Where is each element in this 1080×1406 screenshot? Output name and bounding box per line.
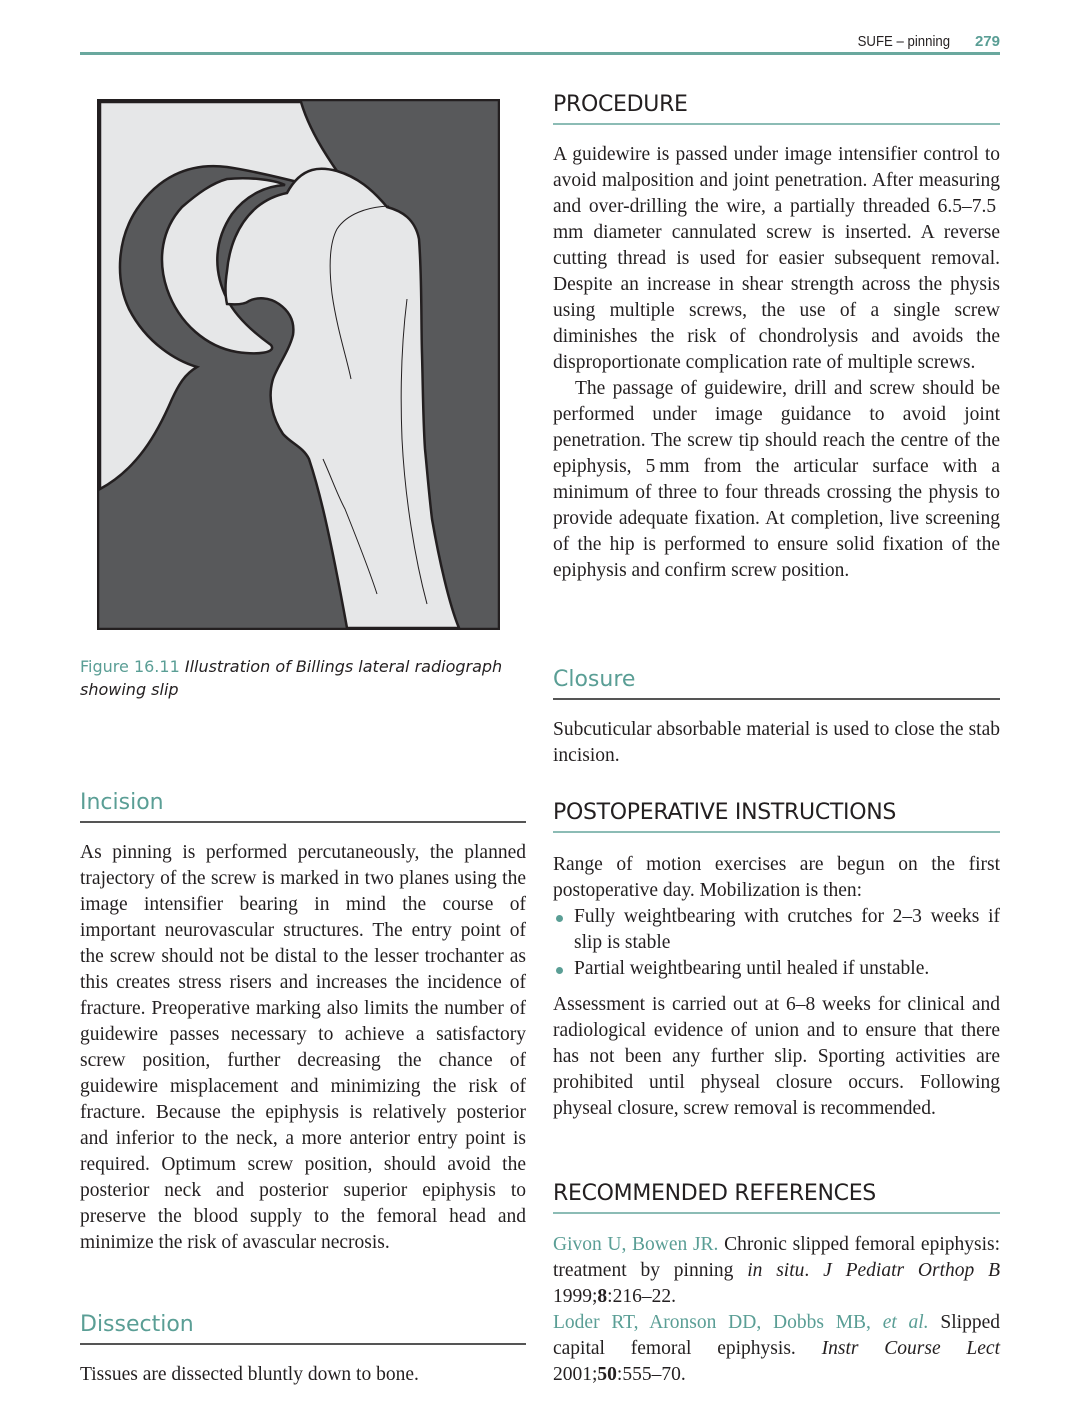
postoperative-assessment: Assessment is carried out at 6–8 weeks for clinical and radiological evidence of union and to ensure that there has not been any further slip. Sporting activities are prohibited until physeal closure occurs. Following physeal closure, screw removal is recommended.: [553, 994, 1000, 1119]
list-item: Partial weightbearing until healed if unstable.: [553, 956, 1000, 982]
reference-journal: J Pediatr Orthop B: [823, 1260, 1001, 1281]
postoperative-body: [553, 852, 1000, 1122]
figure-caption-text: Illustration of Billings lateral radiograph showing slip: [80, 657, 503, 699]
references-list: [553, 1232, 1000, 1388]
figure-illustration: [97, 99, 500, 630]
heading-closure: Closure: [553, 667, 1000, 700]
mobilization-list: [553, 904, 1000, 982]
heading-postoperative-instructions: POSTOPERATIVE INSTRUCTIONS: [553, 800, 1000, 833]
list-item: Fully weightbearing with crutches for 2–3 weeks if slip is stable: [553, 904, 1000, 956]
heading-dissection: Dissection: [80, 1312, 526, 1345]
closure-paragraph: Subcuticular absorbable material is used to close the stab incision.: [553, 719, 1000, 766]
procedure-paragraph-1: A guidewire is passed under image intensifier control to avoid malposition and joint penetration. After measuring and over-drilling the wire, a partially threaded 6.5–7.5 mm diameter cannulated screw is inserted. A reverse cutting thread is used for easier subsequent removal. Despite an increase in shear strength across the physis using multiple screws, the use of a single screw diminishes the risk of chondrolysis and avoids the disproportionate complication rate of multiple screws.: [553, 144, 1000, 373]
heading-recommended-references: RECOMMENDED REFERENCES: [553, 1181, 1000, 1214]
running-head: [80, 30, 1000, 55]
reference-authors: Givon U, Bowen JR.: [553, 1234, 719, 1255]
figure-caption: [80, 655, 530, 701]
reference-item: Loder RT, Aronson DD, Dobbs MB, et al. Slipped capital femoral epiphysis. Instr Course Lect 2001;50:555–70.: [553, 1312, 1000, 1385]
incision-paragraph: As pinning is performed percutaneously, the planned trajectory of the screw is marked in two planes using the image intensifier bearing in mind the course of important neurovascular structures. The entry point of the screw should not be distal to the lesser trochanter as this creates stress risers and increases the incidence of fracture. Preoperative marking also limits the number of guidewire passes necessary to achieve a satisfactory screw position, further decreasing the chance of guidewire misplacement and minimizing the risk of fracture. Because the epiphysis is relatively posterior and inferior to the neck, a more anterior entry point is required. Optimum screw position, should avoid the posterior neck and posterior superior epiphysis to preserve the blood supply to the femoral head and minimize the risk of avascular necrosis.: [80, 842, 526, 1253]
dissection-body: [80, 1362, 526, 1388]
incision-body: [80, 840, 526, 1256]
procedure-body: [553, 142, 1000, 584]
heading-procedure: PROCEDURE: [553, 92, 1000, 125]
procedure-paragraph-2: The passage of guidewire, drill and screw should be performed under image guidance to avoid joint penetration. The screw tip should reach the centre of the epiphysis, 5 mm from the articular surface with a minimum of three to four threads crossing the physis to provide adequate fixation. At completion, live screening of the hip is performed to ensure solid fixation of the epiphysis and confirm screw position.: [553, 378, 1000, 581]
bullet-icon: [556, 967, 563, 974]
page-number: 279: [974, 33, 1000, 50]
closure-body: [553, 717, 1000, 769]
bullet-icon: [556, 915, 563, 922]
postoperative-intro: Range of motion exercises are begun on the first postoperative day. Mobilization is then:: [553, 854, 1000, 901]
heading-incision: Incision: [80, 790, 526, 823]
reference-authors: Loder RT, Aronson DD, Dobbs MB,: [553, 1312, 883, 1333]
reference-item: Givon U, Bowen JR. Chronic slipped femoral epiphysis: treatment by pinning in situ. J Pediatr Orthop B 1999;8:216–22.: [553, 1234, 1001, 1307]
running-head-title: SUFE – pinning: [857, 33, 950, 50]
dissection-paragraph: Tissues are dissected bluntly down to bone.: [80, 1364, 419, 1385]
figure-label: Figure 16.11: [80, 657, 180, 676]
reference-journal: Instr Course Lect: [821, 1338, 1000, 1359]
billings-lateral-radiograph-illustration: [97, 99, 500, 630]
